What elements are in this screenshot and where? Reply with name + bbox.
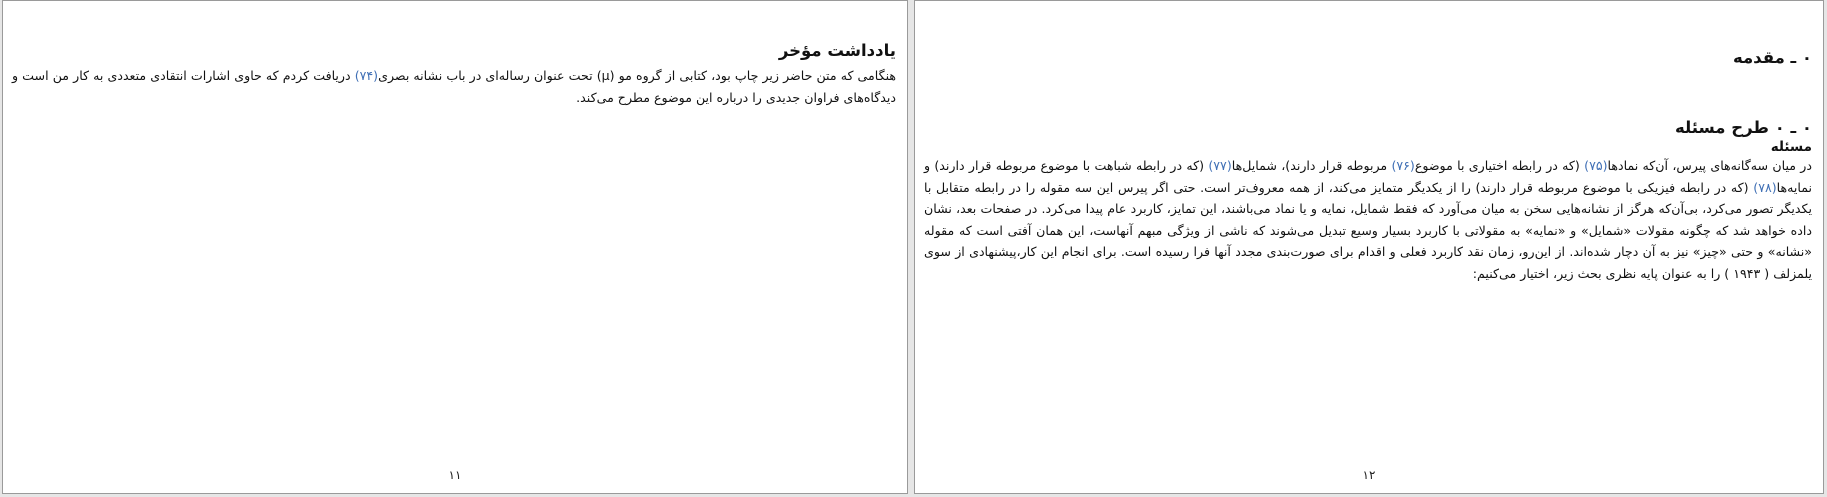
page-number: ۱۱ <box>448 468 462 482</box>
footnote-reference[interactable]: (۷۴) <box>354 68 379 83</box>
page-right <box>914 0 1824 494</box>
afterword-paragraph: هنگامی که متن حاضر زیر چاپ بود، کتابی از گروه مو (µ) تحت عنوان رساله‌ای در باب نشانه بصری(۷۴) دریافت کردم که حاوی اشارات انتقادی متعددی به کار من است و دیدگاه‌های فراوان جدیدی را درباره این موضوع مطرح می‌کند. <box>12 68 897 105</box>
page-left <box>2 0 908 494</box>
footnote-reference[interactable]: (۷۵) <box>1584 158 1608 173</box>
footnote-reference[interactable]: (۷۸) <box>1753 179 1777 195</box>
afterword-block <box>12 41 896 108</box>
section-block <box>924 118 1812 284</box>
footnote-reference[interactable]: (۷۷) <box>1208 158 1232 173</box>
subheading: مسئله <box>1770 139 1812 155</box>
page-number: ۱۲ <box>1362 468 1376 482</box>
footnote-reference[interactable]: (۷۶) <box>1391 158 1415 173</box>
chapter-heading: ۰ ـ مقدمه <box>1732 48 1812 67</box>
section-heading: ۰ ـ ۰ طرح مسئله <box>1675 118 1812 137</box>
body-paragraph: در میان سه‌گانه‌های پیرس، آن‌که نمادها(۷۵) (که در رابطه اختیاری با موضوع(۷۶) مربوطه قرار دارند)، شمایل‌ها(۷۷) (که در رابطه شباهت با موضوع مربوطه قرار دارند) و نمایه‌ها(۷۸) (که در رابطه فیزیکی با موضوع مربوطه قرار دارند) را از یکدیگر متمایز می‌کند، از همه معروف‌تر است. حتی اگر پیرس این سه مقوله را در رابطه متقابل با یکدیگر تصور می‌کرد، بی‌آن‌که هرگز از نشانه‌هایی سخن به میان می‌آورد که فقط شمایل، نمایه و یا نماد می‌باشند، این تمایز، کاربرد عام پیدا می‌کرد. در صفحات بعد، نشان داده خواهد شد که چگونه مقولات «شمایل» و «نمایه» به مقولاتی با کاربرد بسیار وسیع تبدیل می‌شوند که ناشی از ویژگی مبهم آنهاست، این همان آفتی است که مقوله «نشانه» و حتی «چیز» نیز به آن دچار شده‌اند. از این‌رو، زمان نقد کاربرد فعلی و اقدام برای صورت‌بندی مجدد آنها فرا رسیده است. برای انجام این کار،پیشنهادی از سوی یلمزلف ( ۱۹۴۳ ) را به عنوان پایه نظری بحث زیر، اختیار می‌کنیم: <box>924 158 1812 281</box>
page-title: یادداشت مؤخر <box>778 41 896 60</box>
